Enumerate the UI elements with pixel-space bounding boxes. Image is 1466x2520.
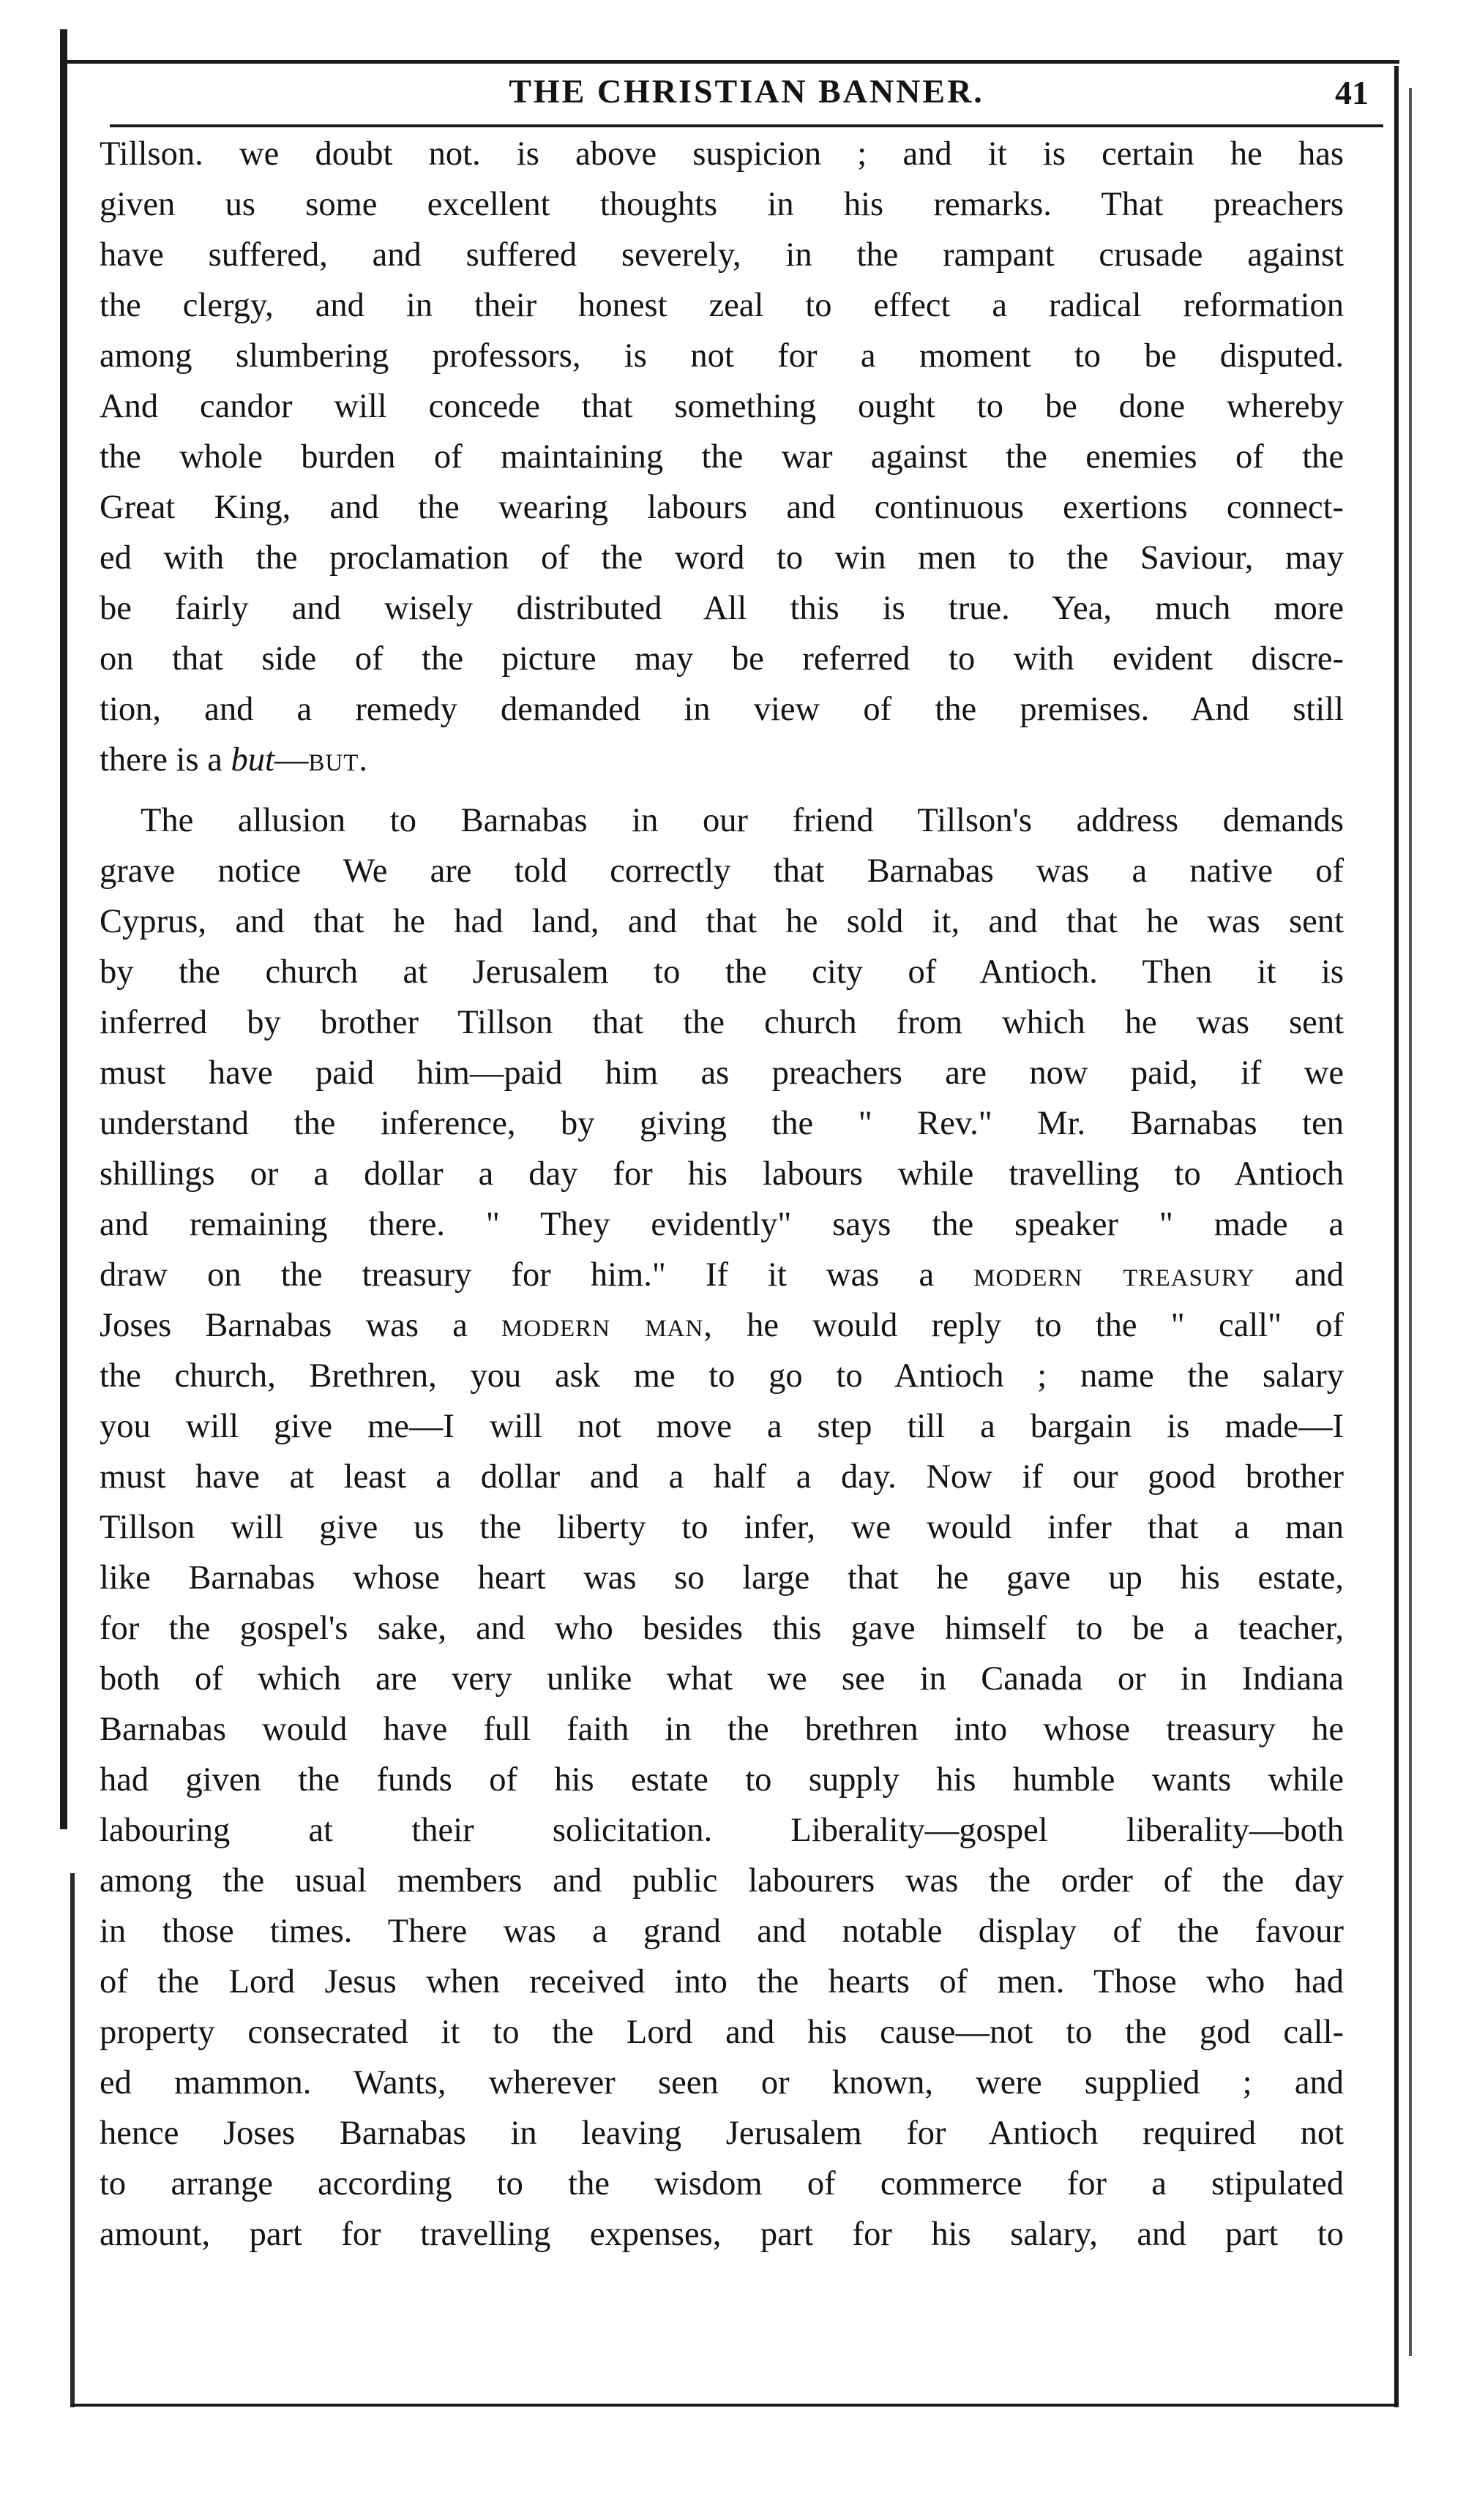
text-line: the church, Brethren, you ask me to go to Antioch ; name the salary bbox=[100, 1357, 1344, 1395]
line-end: he would reply to the " call" of bbox=[747, 1307, 1345, 1344]
article-body bbox=[100, 129, 1344, 2260]
final-prefix: there is a bbox=[100, 741, 231, 779]
em-dash: — bbox=[274, 741, 309, 779]
page-number: 41 bbox=[1335, 74, 1369, 111]
text-line: Tillson will give us the liberty to infer, we would infer that a man bbox=[100, 1509, 1344, 1546]
left-border-rule-lower bbox=[70, 1873, 75, 2407]
right-outer-border-rule bbox=[1409, 88, 1412, 2356]
text-line: understand the inference, by giving the " Rev." Mr. Barnabas ten bbox=[100, 1105, 1344, 1142]
line-start: Joses Barnabas was a bbox=[100, 1307, 468, 1344]
left-border-rule bbox=[60, 29, 67, 1829]
text-line: the whole burden of maintaining the war against the enemies of the bbox=[100, 438, 1344, 476]
text-line: of the Lord Jesus when received into the hearts of men. Those who had bbox=[100, 1963, 1344, 2000]
text-line: you will give me—I will not move a step till a bargain is made—I bbox=[100, 1408, 1344, 1445]
text-line: ed with the proclamation of the word to win men to the Saviour, may bbox=[100, 539, 1344, 577]
text-line: must have paid him—paid him as preachers are now paid, if we bbox=[100, 1054, 1344, 1092]
text-line: among the usual members and public labourers was the order of the day bbox=[100, 1862, 1344, 1900]
text-line: for the gospel's sake, and who besides this gave himself to be a teacher, bbox=[100, 1610, 1344, 1647]
text-line: given us some excellent thoughts in his remarks. That preachers bbox=[100, 186, 1344, 223]
text-line: grave notice We are told correctly that Barnabas was a native of bbox=[100, 852, 1344, 890]
text-line: be fairly and wisely distributed All this is true. Yea, much more bbox=[100, 590, 1344, 627]
text-line: must have at least a dollar and a half a day. Now if our good brother bbox=[100, 1458, 1344, 1496]
text-line: to arrange according to the wisdom of commerce for a stipulated bbox=[100, 2165, 1344, 2202]
text-line: Tillson. we doubt not. is above suspicion ; and it is certain he has bbox=[100, 135, 1344, 173]
top-border-rule bbox=[60, 60, 1399, 64]
text-line: hence Joses Barnabas in leaving Jerusalem for Antioch required not bbox=[100, 2115, 1344, 2152]
text-line-mixed bbox=[100, 1300, 1344, 1351]
text-line: property consecrated it to the Lord and his cause—not to the god call- bbox=[100, 2014, 1344, 2051]
text-line: Cyprus, and that he had land, and that he sold it, and that he was sent bbox=[100, 903, 1344, 940]
text-line: have suffered, and suffered severely, in the rampant crusade against bbox=[100, 236, 1344, 274]
text-line: on that side of the picture may be referred to with evident discre- bbox=[100, 640, 1344, 678]
text-line-mixed bbox=[100, 1250, 1344, 1300]
right-border-rule bbox=[1394, 66, 1399, 2407]
text-line-final bbox=[100, 735, 1344, 785]
text-line: amount, part for travelling expenses, part for his salary, and part to bbox=[100, 2216, 1344, 2253]
running-title: THE CHRISTIAN BANNER. bbox=[509, 72, 984, 110]
header-underline-rule bbox=[110, 124, 1383, 127]
bottom-border-rule bbox=[70, 2404, 1399, 2407]
text-line: shillings or a dollar a day for his labours while travelling to Antioch bbox=[100, 1155, 1344, 1193]
text-line: And candor will concede that something ought to be done whereby bbox=[100, 388, 1344, 425]
line-end: and bbox=[1294, 1256, 1345, 1294]
text-line: the clergy, and in their honest zeal to effect a radical reformation bbox=[100, 287, 1344, 324]
running-head bbox=[102, 72, 1391, 123]
text-line: by the church at Jerusalem to the city of Antioch. Then it is bbox=[100, 953, 1344, 991]
text-line: The allusion to Barnabas in our friend Tillson's address demands bbox=[141, 802, 1344, 839]
text-line: ed mammon. Wants, wherever seen or known, were supplied ; and bbox=[100, 2064, 1344, 2101]
text-line: labouring at their solicitation. Liberality—gospel liberality—both bbox=[100, 1812, 1344, 1849]
text-line: inferred by brother Tillson that the church from which he was sent bbox=[100, 1004, 1344, 1041]
text-line: had given the funds of his estate to supply his humble wants while bbox=[100, 1761, 1344, 1799]
text-line: tion, and a remedy demanded in view of the premises. And still bbox=[100, 691, 1344, 728]
paragraph-1 bbox=[100, 129, 1344, 785]
line-start: draw on the treasury for him." If it was a bbox=[100, 1256, 935, 1294]
paragraph-2 bbox=[100, 795, 1344, 2260]
text-line: like Barnabas whose heart was so large that he gave up his estate, bbox=[100, 1559, 1344, 1597]
italic-but: but bbox=[231, 741, 274, 779]
paragraph-gap bbox=[100, 785, 1344, 795]
text-line: and remaining there. " They evidently" says the speaker " made a bbox=[100, 1206, 1344, 1243]
text-line: both of which are very unlike what we see in Canada or in Indiana bbox=[100, 1660, 1344, 1698]
smallcaps-modern-treasury: modern treasury bbox=[973, 1256, 1255, 1294]
text-line: Great King, and the wearing labours and continuous exertions connect- bbox=[100, 489, 1344, 526]
smallcaps-but: but. bbox=[308, 741, 369, 779]
text-line: among slumbering professors, is not for a moment to be disputed. bbox=[100, 337, 1344, 375]
smallcaps-modern-man: modern man, bbox=[501, 1307, 713, 1344]
text-line: Barnabas would have full faith in the brethren into whose treasury he bbox=[100, 1711, 1344, 1748]
text-line: in those times. There was a grand and notable display of the favour bbox=[100, 1913, 1344, 1950]
